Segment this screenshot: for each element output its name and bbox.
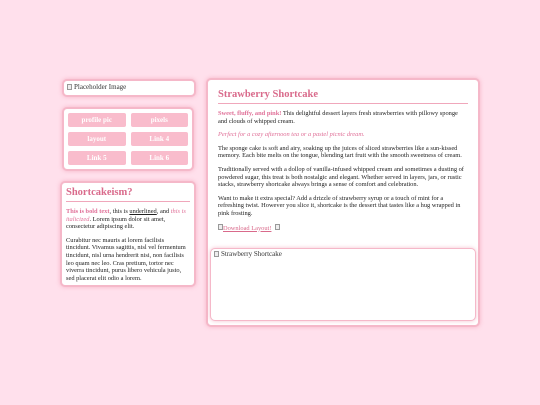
nav-button-link-4[interactable]: Link 4 — [131, 132, 189, 146]
italic-text: this is italicized — [66, 208, 186, 223]
bold-text: This is bold text — [66, 208, 110, 215]
main-paragraph-2: Traditionally served with a dollop of vanilla-infused whipped cream and sometimes a dusting of powdered sugar, this treat is both nostalgic and elegant. Whether served in layers, jars, or rustic stacks, strawberry shortcake always brings a sense of comfort and celebration. — [218, 165, 464, 189]
placeholder-image — [67, 83, 191, 91]
side-box-paragraph-2: Curabitur nec mauris at lorem facilisis tincidunt. Vivamus sagittis, nisl vel fermentum tincidunt, nisl urna hendrerit nisi, non facilisis leo quam nec leo. Cras pretium, tortor nec viverra tincidunt, purus libero vehicula justo, sed placerat elit odio a lorem. — [66, 236, 186, 282]
nav-grid — [62, 107, 194, 171]
main-image-box — [210, 248, 476, 321]
nav-button-link-6[interactable]: Link 6 — [131, 151, 189, 165]
nav-button-profile-pic[interactable]: profile pic — [68, 113, 126, 127]
main-lead-paragraph — [218, 110, 468, 125]
main-italic-line: Perfect for a cozy afternoon tea or a pastel picnic dream. — [218, 131, 365, 139]
download-row — [218, 224, 468, 233]
main-title: Strawberry Shortcake — [218, 89, 319, 100]
main-divider — [218, 103, 468, 104]
side-box-paragraph-1 — [66, 208, 190, 231]
side-box-title: Shortcakeism? — [66, 187, 133, 198]
sep-2: , and — [156, 208, 171, 215]
download-layout-link[interactable]: Download Layout! — [223, 224, 272, 232]
placeholder-image-alt: Placeholder Image — [74, 83, 127, 91]
broken-image-icon — [67, 84, 72, 90]
secondary-broken-image-icon — [275, 224, 280, 230]
main-image-alt: Strawberry Shortcake — [221, 250, 282, 258]
nav-button-pixels[interactable]: pixels — [131, 113, 189, 127]
side-box-divider — [66, 201, 190, 202]
main-broken-image-icon — [214, 251, 219, 257]
side-text-box — [60, 181, 196, 287]
main-paragraph-3: Want to make it extra special? Add a drizzle of strawberry syrup or a touch of mint for a refreshing twist. However you slice it, shortcake is the dessert that tastes like a hug wrapped in pink frosting. — [218, 194, 461, 217]
side-box-rest: . Lorem ipsum dolor sit amet, consectetur adipiscing elit. — [66, 215, 166, 231]
underlined-text: underlined — [129, 208, 157, 215]
main-paragraph-1: The sponge cake is soft and airy, soaking up the juices of sliced strawberries like a sun-kissed memory. Each bite melts on the tongue, blending tart fruit with the smooth sweetness of cream. — [218, 144, 462, 160]
placeholder-image-panel — [62, 79, 196, 97]
main-lead-bold: Sweet, fluffy, and pink! — [218, 110, 282, 117]
nav-button-link-5[interactable]: Link 5 — [68, 151, 126, 165]
sep-1: , this is — [109, 208, 130, 215]
nav-button-layout[interactable]: layout — [68, 132, 126, 146]
main-image — [214, 250, 472, 258]
main-lead-rest: This delightful dessert layers fresh strawberries with pillowy sponge and clouds of whipped cream. — [218, 110, 458, 125]
